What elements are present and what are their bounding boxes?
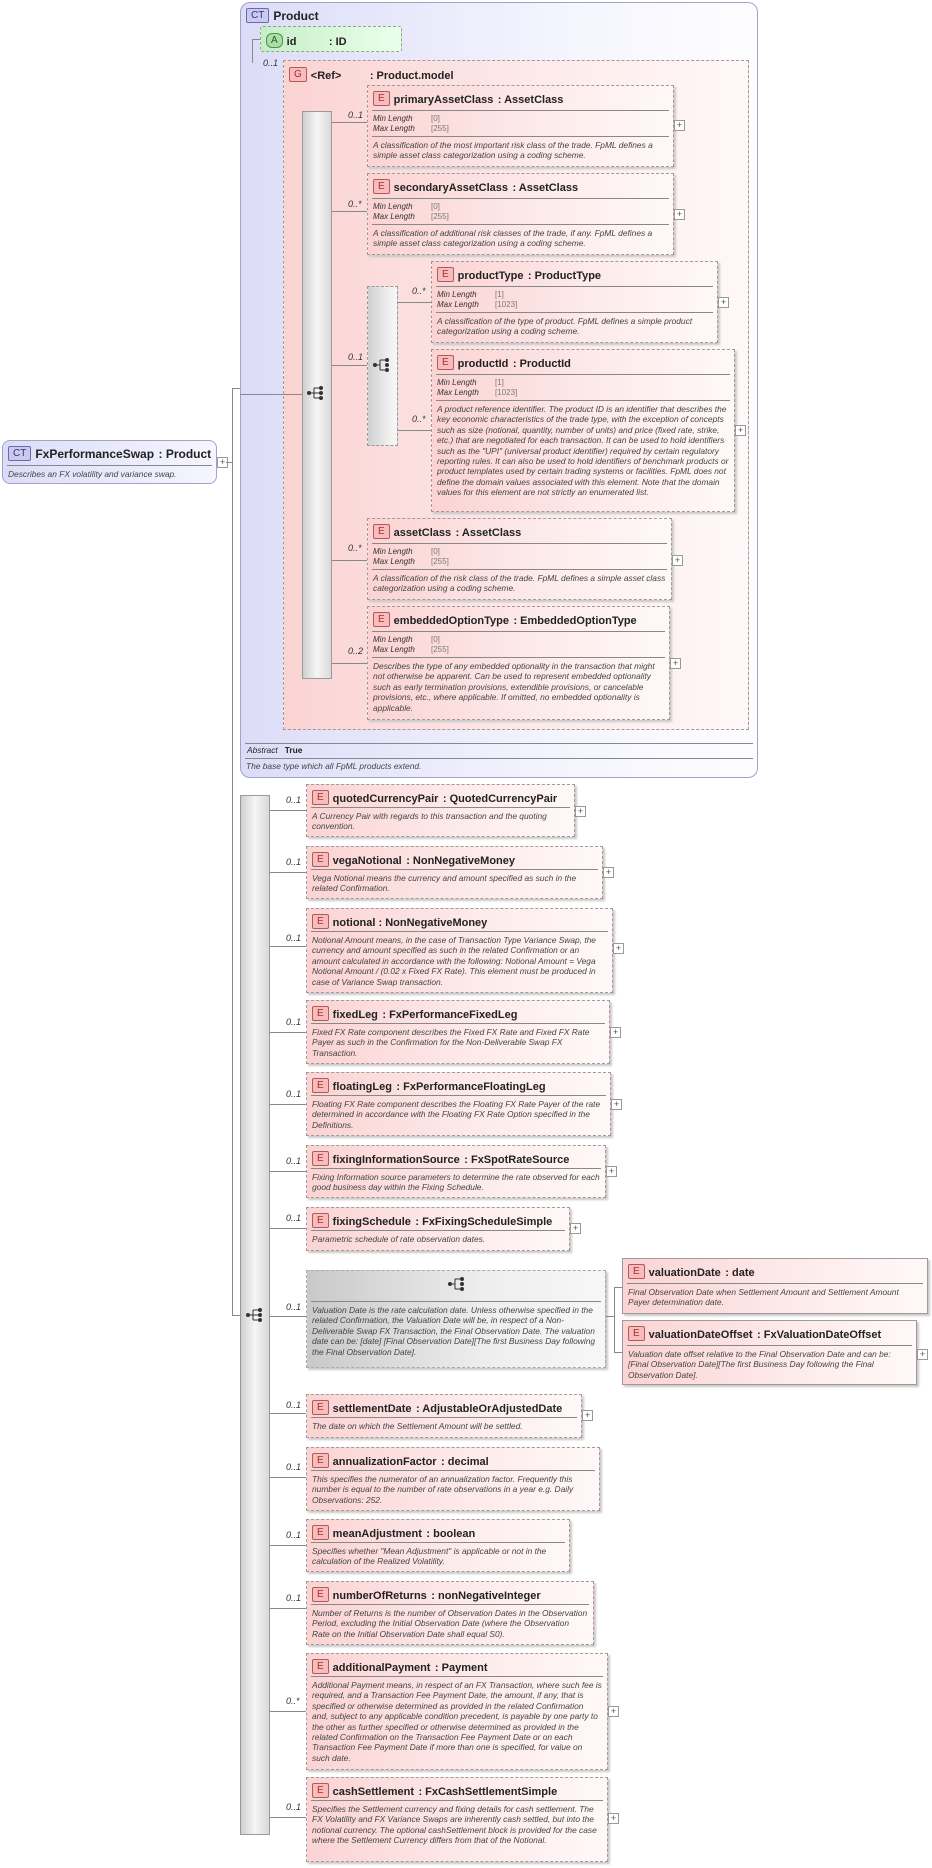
element-badge: E: [628, 1326, 645, 1341]
element-description: Fixing Information source parameters to determine the rate observed for each good business day within the Fixing Schedule.: [312, 1172, 600, 1193]
element-type: : EmbeddedOptionType: [513, 615, 637, 627]
expand-toggle[interactable]: +: [674, 209, 685, 220]
prop-label: Max Length: [373, 124, 415, 133]
prop-value: [0]: [431, 114, 440, 123]
element-annualization-factor[interactable]: [306, 1447, 600, 1511]
element-description: This specifies the numerator of an annualization factor. Frequently this number is equal to the number of rate observations in a year e.g. Daily Observations: 252.: [312, 1474, 574, 1505]
prop-value: [0]: [431, 547, 440, 556]
prop-label: Max Length: [437, 300, 479, 309]
element-type: : NonNegativeMoney: [378, 917, 488, 929]
element-description: Describes the type of any embedded optionality in the transaction that might not otherwise be apparent. Can be used to represent embedded optionality such as early termination provisions, extendible provisions, or cancelable provisions, etc., where applicable. If omitted, no embedded optionality is applicable.: [373, 661, 655, 713]
expand-toggle[interactable]: +: [670, 658, 681, 669]
element-name: numberOfReturns: [332, 1590, 427, 1602]
element-embedded-option-type[interactable]: [367, 606, 670, 720]
element-badge: E: [312, 1213, 329, 1228]
element-badge: E: [312, 1006, 329, 1021]
element-quoted-currency-pair[interactable]: [306, 784, 575, 837]
attribute-badge: A: [266, 33, 283, 48]
expand-toggle[interactable]: +: [917, 1349, 928, 1360]
prop-value: [255]: [431, 212, 449, 221]
element-asset-class[interactable]: [367, 518, 672, 600]
element-name: quotedCurrencyPair: [332, 793, 439, 805]
element-fixing-schedule[interactable]: [306, 1207, 570, 1251]
element-description: Vega Notional means the currency and amount specified as such in the related Confirmation.: [312, 873, 577, 894]
element-badge: E: [373, 612, 390, 627]
element-type: : decimal: [441, 1456, 489, 1468]
element-mean-adjustment[interactable]: [306, 1519, 570, 1572]
element-name: vegaNotional: [332, 855, 402, 867]
root-type-name: FxPerformanceSwap: [35, 447, 155, 461]
prop-value: [1]: [495, 378, 504, 387]
element-name: settlementDate: [332, 1403, 412, 1415]
element-name: assetClass: [393, 527, 452, 539]
element-name: primaryAssetClass: [393, 94, 494, 106]
element-secondary-asset-class[interactable]: [367, 173, 674, 255]
element-description: Notional Amount means, in the case of Transaction Type Variance Swap, the currency and amount specified as such in the related Confirmation or an amount calculated in accordance with the following: Notional Amount = Vega Notional Amount / (0.02 x Fixed FX Rate). This element must be produced in case of Variance Swap transaction.: [312, 935, 596, 987]
element-name: valuationDateOffset: [648, 1329, 753, 1341]
cardinality: 0..*: [348, 199, 362, 209]
root-type-base: : Product: [158, 447, 212, 461]
cardinality: 0..1: [286, 857, 302, 867]
element-notional[interactable]: [306, 908, 613, 993]
element-type: : FxValuationDateOffset: [757, 1329, 882, 1341]
choice-cardinality: 0..1: [286, 1302, 302, 1312]
choice-cardinality: 0..1: [348, 352, 364, 362]
element-description: A Currency Pair with regards to this transaction and the quoting convention.: [312, 811, 547, 832]
cardinality: 0..1: [286, 1530, 302, 1540]
cardinality: 0..1: [286, 1089, 302, 1099]
element-number-of-returns[interactable]: [306, 1581, 594, 1645]
root-expand-toggle[interactable]: +: [217, 457, 228, 468]
element-description: Specifies whether "Mean Adjustment" is applicable or not in the calculation of the Realized Volatility.: [312, 1546, 547, 1567]
cardinality: 0..1: [286, 933, 302, 943]
element-description: Floating FX Rate component describes the Floating FX Rate Payer of the rate determined in accordance with the Floating FX Rate Option specified in the Definitions.: [312, 1099, 601, 1130]
cardinality: 0..1: [286, 1017, 302, 1027]
element-badge: E: [312, 914, 329, 929]
element-settlement-date[interactable]: [306, 1394, 582, 1438]
element-description: The date on which the Settlement Amount will be settled.: [312, 1421, 523, 1431]
product-type-name: Product: [273, 9, 319, 23]
element-product-type[interactable]: [431, 261, 718, 343]
expand-toggle[interactable]: +: [570, 1223, 581, 1234]
cardinality: 0..1: [348, 110, 364, 120]
prop-label: Max Length: [373, 557, 415, 566]
prop-label: Max Length: [373, 645, 415, 654]
cardinality: 0..1: [286, 1593, 302, 1603]
expand-toggle[interactable]: +: [608, 1813, 619, 1824]
element-valuation-date[interactable]: [622, 1258, 928, 1314]
element-description: Fixed FX Rate component describes the Fixed FX Rate and Fixed FX Rate Payer as such in the Confirmation for the Non-Deliverable Swap FX Transaction.: [312, 1027, 590, 1058]
attribute-type: : ID: [328, 36, 347, 48]
expand-toggle[interactable]: +: [611, 1099, 622, 1110]
root-type-description: Describes an FX volatility and variance swap.: [8, 469, 177, 479]
element-name: fixingSchedule: [332, 1216, 411, 1228]
prop-label: Min Length: [373, 635, 413, 644]
element-description: Parametric schedule of rate observation dates.: [312, 1234, 486, 1244]
element-name: annualizationFactor: [332, 1456, 437, 1468]
element-floating-leg[interactable]: [306, 1072, 611, 1136]
attribute-name: id: [286, 36, 297, 48]
group-ref: <Ref>: [310, 70, 342, 82]
element-name: embeddedOptionType: [393, 615, 509, 627]
prop-label: Max Length: [373, 212, 415, 221]
element-description: A classification of additional risk classes of the trade, if any. FpML defines a simple asset class categorization using a coding scheme.: [373, 228, 653, 249]
prop-value: [1]: [495, 290, 504, 299]
element-description: Additional Payment means, in respect of an FX Transaction, where such fee is required, and a Transaction Fee Payment Date, the amount, if any, that is specified or otherwise determined as provided in the related Confirmation and, subject to any applicable condition precedent, is payable by one party to the other as further specified or otherwise determined as provided in the related Confirmation on the Transaction Fee Payment Date or on each Transaction Fee Payment Date if more than one is specified, for value on such date.: [312, 1680, 602, 1763]
element-badge: E: [312, 790, 329, 805]
cardinality: 0..2: [348, 646, 364, 656]
element-description: Final Observation Date when Settlement Amount and Settlement Amount Payer determination date.: [628, 1287, 899, 1308]
cardinality: 0..1: [286, 1156, 302, 1166]
element-description: A classification of the most important risk class of the trade. FpML defines a simple asset class categorization using a coding scheme.: [373, 140, 653, 161]
element-description: A classification of the type of product. FpML defines a simple product categorization using a coding scheme.: [437, 316, 693, 337]
element-badge: E: [437, 355, 454, 370]
choice-icon: [447, 1277, 467, 1291]
root-type-box[interactable]: [2, 440, 217, 484]
expand-toggle[interactable]: +: [735, 425, 746, 436]
element-type: : AssetClass: [455, 527, 522, 539]
expand-toggle[interactable]: +: [603, 867, 614, 878]
group-type: : Product.model: [369, 70, 454, 82]
expand-toggle[interactable]: +: [613, 943, 624, 954]
prop-value: [255]: [431, 557, 449, 566]
prop-label: Min Length: [373, 547, 413, 556]
element-description: A classification of the risk class of the trade. FpML defines a simple asset class categorization using a coding scheme.: [373, 573, 666, 594]
attribute-id-box[interactable]: [260, 26, 402, 52]
element-badge: E: [373, 524, 390, 539]
complex-type-badge: CT: [8, 446, 31, 461]
prop-label: Min Length: [373, 202, 413, 211]
expand-toggle[interactable]: +: [674, 120, 685, 131]
prop-value: [1023]: [495, 300, 518, 309]
element-badge: E: [312, 1151, 329, 1166]
prop-value: [255]: [431, 124, 449, 133]
element-name: fixingInformationSource: [332, 1154, 460, 1166]
expand-toggle[interactable]: +: [606, 1166, 617, 1177]
expand-toggle[interactable]: +: [672, 555, 683, 566]
element-name: secondaryAssetClass: [393, 182, 509, 194]
cardinality: 0..*: [412, 414, 426, 424]
element-name: valuationDate: [648, 1267, 721, 1279]
prop-value: [0]: [431, 635, 440, 644]
element-type: : FxSpotRateSource: [464, 1154, 570, 1166]
element-valuation-date-offset[interactable]: [622, 1320, 917, 1385]
element-badge: E: [312, 1659, 329, 1674]
element-additional-payment[interactable]: [306, 1653, 608, 1770]
element-primary-asset-class[interactable]: [367, 85, 674, 167]
cardinality: 0..*: [286, 1696, 300, 1706]
abstract-value: True: [284, 745, 303, 755]
element-name: cashSettlement: [332, 1786, 414, 1798]
element-type: : AdjustableOrAdjustedDate: [415, 1403, 563, 1415]
element-badge: E: [312, 852, 329, 867]
element-badge: E: [312, 1587, 329, 1602]
element-badge: E: [437, 267, 454, 282]
element-name: productId: [457, 358, 509, 370]
element-badge: E: [373, 91, 390, 106]
expand-toggle[interactable]: +: [582, 1410, 593, 1421]
element-name: notional: [332, 917, 379, 929]
cardinality: 0..*: [348, 543, 362, 553]
valuation-choice-description: Valuation Date is the rate calculation date. Unless otherwise specified in the related Confirmation, the Valuation Date will be, in respect of a Non-Deliverable Swap FX Transaction, the Final Observation Date. The valuation date can be: [date] [Final Observation Date][The first Business Day following the Final Observation Date].: [312, 1305, 596, 1357]
element-description: Specifies the Settlement currency and fixing details for cash settlement. The FX Volatility and FX Variance Swaps are inherently cash settled, but into the notional currency. The optional cashSettlement block is provided for the case where the Settlement Currency differs from that of the Notional.: [312, 1804, 597, 1846]
cardinality: 0..1: [286, 1462, 302, 1472]
prop-label: Min Length: [437, 378, 477, 387]
cardinality: 0..1: [286, 795, 302, 805]
element-fixed-leg[interactable]: [306, 1000, 610, 1064]
prop-value: [255]: [431, 645, 449, 654]
element-type: : AssetClass: [497, 94, 564, 106]
element-type: : Payment: [434, 1662, 488, 1674]
choice-icon: [372, 358, 392, 372]
prop-label: Max Length: [437, 388, 479, 397]
element-badge: E: [312, 1400, 329, 1415]
element-vega-notional[interactable]: [306, 846, 603, 899]
abstract-label: Abstract: [247, 745, 278, 755]
prop-value: [1023]: [495, 388, 518, 397]
element-type: : date: [725, 1267, 755, 1279]
expand-toggle[interactable]: +: [718, 297, 729, 308]
element-type: : AssetClass: [512, 182, 579, 194]
element-badge: E: [628, 1264, 645, 1279]
element-description: A product reference identifier. The product ID is an identifier that describes the key economic characteristics of the trade type, with the exception of concepts such as size (notional, quantity, number of units) and price (fixed rate, strike, etc.) that are negotiated for each transaction. It can be used to hold identifiers such as the "UPI" (universal product identifier) required by certain regulatory reporting rules. It can also be used to hold identifiers of benchmark products or product templates used by certain trading systems or facilities. FpML does not define the domain values associated with this element. Note that the domain values for this element are not strictly an enumerated list.: [437, 404, 729, 498]
expand-toggle[interactable]: +: [575, 806, 586, 817]
element-type: : boolean: [426, 1528, 476, 1540]
expand-toggle[interactable]: +: [608, 1706, 619, 1717]
element-type: : FxPerformanceFloatingLeg: [396, 1081, 546, 1093]
element-name: floatingLeg: [332, 1081, 392, 1093]
element-name: productType: [457, 270, 524, 282]
prop-label: Min Length: [373, 114, 413, 123]
element-type: : nonNegativeInteger: [431, 1590, 541, 1602]
prop-label: Min Length: [437, 290, 477, 299]
element-product-id[interactable]: [431, 349, 735, 512]
sequence-icon: [245, 1308, 265, 1322]
element-type: : QuotedCurrencyPair: [442, 793, 558, 805]
element-name: additionalPayment: [332, 1662, 431, 1674]
element-type: : FxFixingScheduleSimple: [415, 1216, 553, 1228]
element-description: Valuation date offset relative to the Final Observation Date and can be: [Final Observation Date][The first Business Day following the Final Observation Date].: [628, 1349, 891, 1380]
element-type: : ProductId: [512, 358, 571, 370]
element-type: : ProductType: [527, 270, 602, 282]
prop-value: [0]: [431, 202, 440, 211]
element-description: Number of Returns is the number of Observation Dates in the Observation Period, excluding the Initial Observation Date (where the Observation Rate on the Initial Observation Date shall equal S0).: [312, 1608, 588, 1639]
element-cash-settlement[interactable]: [306, 1777, 608, 1862]
element-badge: E: [312, 1078, 329, 1093]
element-name: fixedLeg: [332, 1009, 378, 1021]
element-badge: E: [312, 1783, 329, 1798]
group-badge: G: [289, 67, 307, 82]
element-name: meanAdjustment: [332, 1528, 422, 1540]
expand-toggle[interactable]: +: [610, 1027, 621, 1038]
element-fixing-information-source[interactable]: [306, 1145, 606, 1198]
product-type-description: The base type which all FpML products extend.: [246, 761, 422, 771]
sequence-icon: [306, 386, 326, 400]
element-badge: E: [373, 179, 390, 194]
cardinality: 0..1: [286, 1213, 302, 1223]
cardinality: 0..1: [286, 1400, 302, 1410]
group-cardinality: 0..1: [263, 58, 279, 68]
cardinality: 0..*: [412, 286, 426, 296]
element-type: : FxCashSettlementSimple: [418, 1786, 558, 1798]
complex-type-badge: CT: [246, 8, 269, 23]
element-type: : FxPerformanceFixedLeg: [382, 1009, 518, 1021]
element-badge: E: [312, 1453, 329, 1468]
element-type: : NonNegativeMoney: [406, 855, 515, 867]
cardinality: 0..1: [286, 1802, 302, 1812]
element-badge: E: [312, 1525, 329, 1540]
